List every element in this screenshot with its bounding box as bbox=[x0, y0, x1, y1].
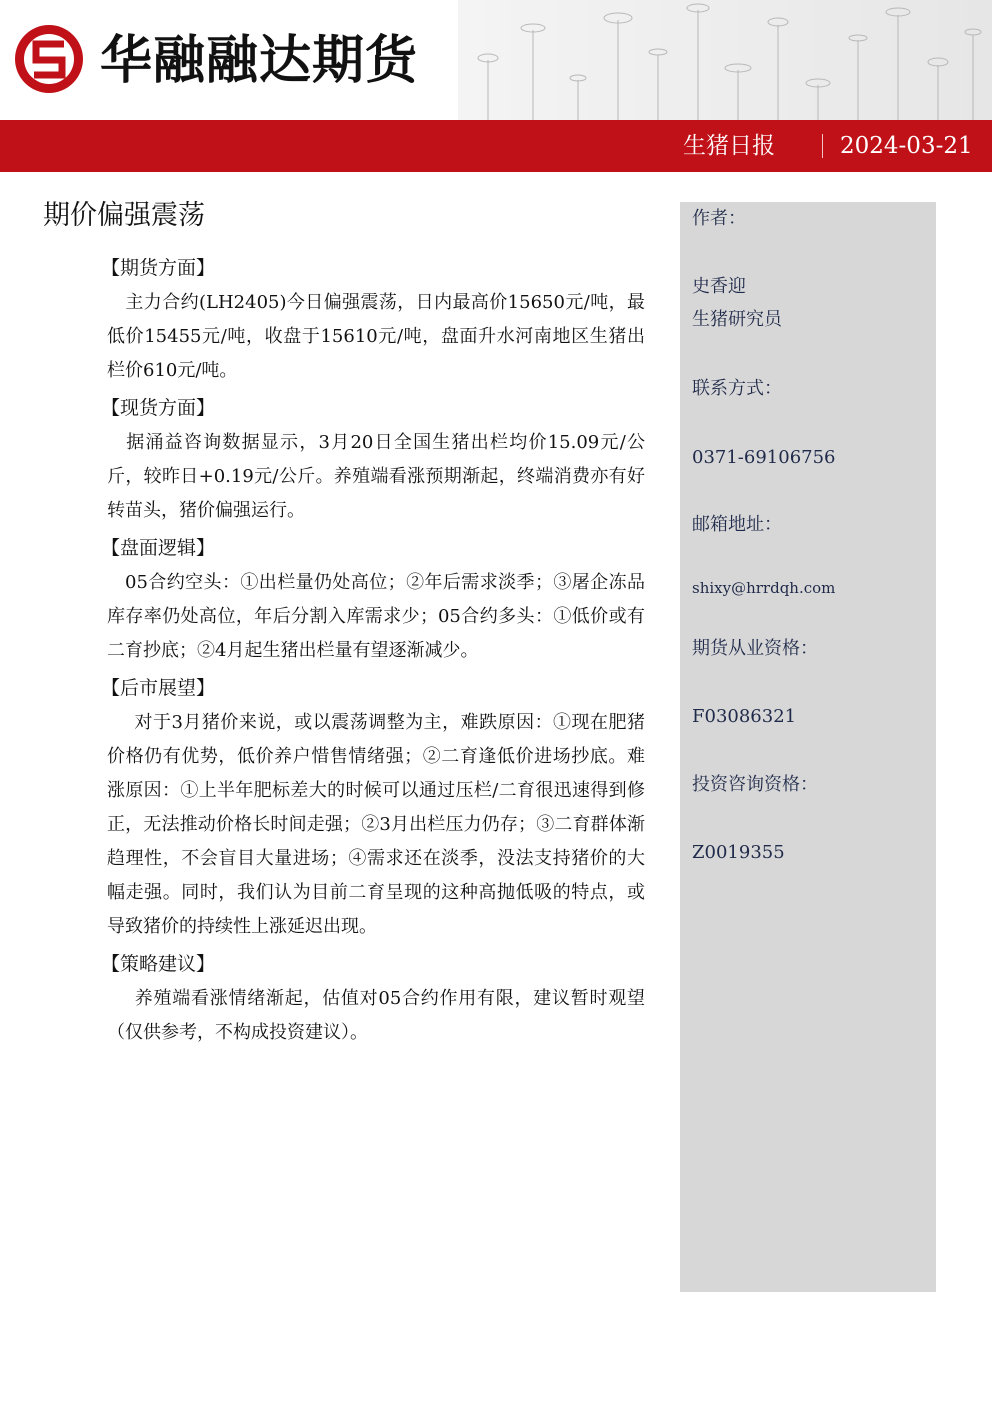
author-role: 生猪研究员 bbox=[692, 309, 782, 330]
report-date: 2024-03-21 bbox=[840, 133, 973, 159]
header-separator bbox=[822, 134, 823, 158]
section-heading-logic: 【盘面逻辑】 bbox=[101, 537, 216, 559]
hrrd-logo-icon bbox=[12, 22, 86, 96]
email-address[interactable]: shixy@hrrdqh.com bbox=[692, 579, 836, 597]
author-sidebar bbox=[680, 202, 936, 1292]
section-paragraph-logic: 05合约空头：①出栏量仍处高位；②年后需求淡季；③屠企冻品库存率仍处高位，年后分割入库需求少；05合约多头：①低价或有二育抄底；②4月起生猪出栏量有望逐渐减少。 bbox=[107, 572, 645, 661]
report-name: 生猪日报 bbox=[683, 133, 775, 159]
phone-number: 0371-69106756 bbox=[692, 447, 836, 468]
report-body bbox=[101, 250, 645, 1052]
section-heading-strategy: 【策略建议】 bbox=[101, 953, 216, 975]
company-name: 华融融达期货 bbox=[100, 31, 419, 91]
futures-qualification-label: 期货从业资格： bbox=[692, 638, 818, 659]
section-paragraph-strategy: 养殖端看涨情绪渐起，估值对05合约作用有限，建议暂时观望（仅供参考，不构成投资建议）。 bbox=[107, 988, 645, 1043]
section-paragraph-spot: 据涌益咨询数据显示，3月20日全国生猪出栏均价15.09元/公斤，较昨日+0.19元/公斤。养殖端看涨预期渐起，终端消费亦有好转苗头，猪价偏强运行。 bbox=[107, 432, 645, 521]
report-header bbox=[0, 0, 992, 175]
decorative-lines-banner bbox=[458, 0, 992, 120]
author-label: 作者： bbox=[692, 208, 746, 229]
investment-qualification-label: 投资咨询资格： bbox=[692, 774, 818, 795]
section-heading-outlook: 【后市展望】 bbox=[101, 677, 216, 699]
section-heading-futures: 【期货方面】 bbox=[101, 257, 216, 279]
section-paragraph-outlook: 对于3月猪价来说，或以震荡调整为主，难跌原因：①现在肥猪价格仍有优势，低价养户惜售情绪强；②二育逢低价进场抄底。难涨原因：①上半年肥标差大的时候可以通过压栏/二育很迅速得到修正，无法推动价格长时间走强；②3月出栏压力仍存；③二育群体渐趋理性，不会盲目大量进场；④需求还在淡季，没法支持猪价的大幅走强。同时，我们认为目前二育呈现的这种高抛低吸的特点，或导致猪价的持续性上涨延迟出现。 bbox=[107, 712, 645, 937]
futures-qualification-number: F03086321 bbox=[692, 706, 797, 727]
contact-label: 联系方式： bbox=[692, 378, 782, 399]
investment-qualification-number: Z0019355 bbox=[692, 842, 785, 863]
email-label: 邮箱地址： bbox=[692, 514, 782, 535]
author-name: 史香迎 bbox=[692, 276, 746, 297]
section-paragraph-futures: 主力合约(LH2405)今日偏强震荡，日内最高价15650元/吨，最低价15455元/吨，收盘于15610元/吨，盘面升水河南地区生猪出栏价610元/吨。 bbox=[107, 292, 645, 381]
section-heading-spot: 【现货方面】 bbox=[101, 397, 216, 419]
report-title: 期价偏强震荡 bbox=[43, 200, 205, 231]
